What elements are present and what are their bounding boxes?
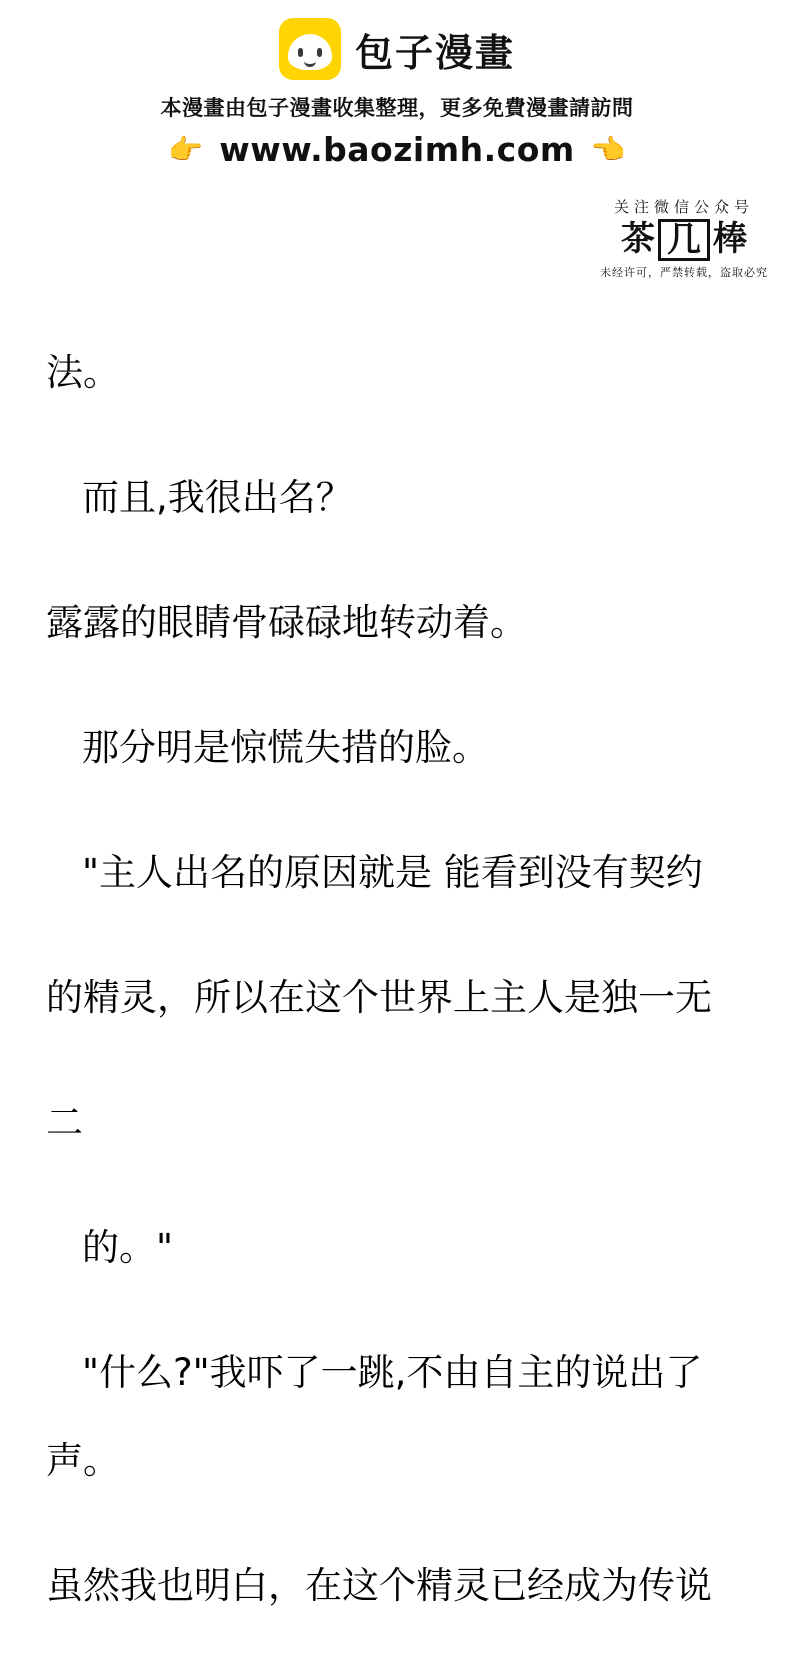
paragraph: 而且,我很出名？ (82, 476, 353, 519)
header-note: 本漫畫由包子漫畫收集整理，更多免費漫畫請訪問 (160, 96, 634, 120)
brand-row (0, 18, 794, 80)
header-url-row (0, 130, 794, 169)
pointing-hand-right-icon: 👉 (168, 132, 204, 166)
paragraph: "什么?"我吓了一跳,不由自主的说出了声。 (46, 1351, 703, 1482)
site-url[interactable]: www.baozimh.com (219, 130, 575, 169)
paragraph: 法。 (46, 351, 120, 394)
site-watermark-header (0, 0, 794, 169)
novel-text-body (46, 292, 754, 1667)
stamp-top-text: 关注微信公众号 (613, 198, 754, 216)
paragraph: 的精灵，所以在这个世界上主人是独一无 (46, 976, 712, 1019)
paragraph: 虽然我也明白，在这个精灵已经成为传说 (46, 1564, 712, 1607)
paragraph: 露露的眼睛骨碌碌地转动着。 (46, 601, 527, 644)
stamp-bottom-text: 未经许可，严禁转载，盗取必究 (600, 266, 768, 279)
stamp-char: 茶 (621, 219, 655, 259)
paragraph: 的。" (82, 1226, 174, 1269)
paragraph: "主人出名的原因就是 能看到没有契约 (82, 851, 703, 894)
stamp-char: 棒 (713, 219, 747, 259)
stamp-char: 几 (658, 219, 710, 261)
brand-name: 包子漫畫 (354, 30, 515, 75)
paragraph: 那分明是惊慌失措的脸。 (82, 726, 489, 769)
pointing-hand-left-icon: 👈 (590, 132, 626, 166)
stamp-characters (592, 219, 776, 261)
paragraph: 二 (46, 1101, 83, 1144)
wechat-account-stamp (592, 196, 776, 280)
baozi-bun-icon (279, 18, 341, 80)
